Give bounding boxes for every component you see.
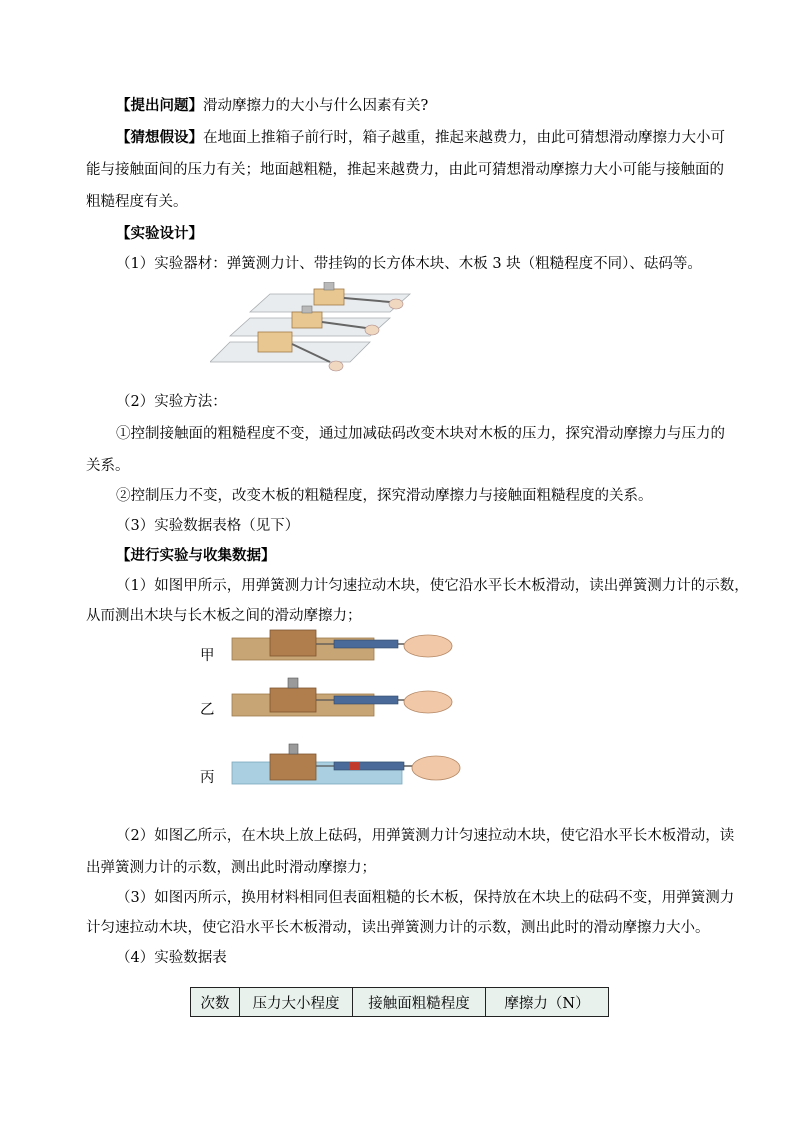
weight — [288, 678, 298, 688]
header-cell-roughness: 接触面粗糙程度 — [353, 988, 486, 1017]
figure-label-jia: 甲 — [200, 648, 215, 664]
hypothesis-line-1 — [116, 128, 725, 148]
hand — [404, 691, 452, 713]
experiment-step-3-line-2: 计匀速拉动木块，使它沿水平长木板滑动，读出弹簧测力计的示数，测出此时的滑动摩擦力大小。 — [86, 920, 710, 936]
experiment-step-2-line-1: （2）如图乙所示，在木块上放上砝码，用弹簧测力计匀速拉动木块，使它沿水平长木板滑动，读 — [116, 828, 735, 844]
experiment-step-4: （4）实验数据表 — [116, 950, 227, 966]
apparatus-illustration — [210, 282, 420, 382]
hypothesis-label: 【猜想假设】 — [116, 129, 203, 146]
wooden-block — [270, 754, 316, 780]
experiment-step-3-line-1: （3）如图丙所示，换用材料相同但表面粗糙的长木板，保持放在木块上的砝码不变，用弹簧测力 — [116, 890, 735, 906]
question-text: 滑动摩擦力的大小与什么因素有关? — [203, 98, 429, 114]
figure-label-bing: 丙 — [200, 770, 215, 786]
experiment-heading: 【进行实验与收集数据】 — [116, 547, 276, 564]
question-label: 【提出问题】 — [116, 97, 203, 114]
method-2: ②控制压力不变，改变木板的粗糙程度，探究滑动摩擦力与接触面粗糙程度的关系。 — [116, 488, 653, 504]
hypothesis-line-2: 能与接触面间的压力有关；地面越粗糙，推起来越费力，由此可猜想滑动摩擦力大小可能与接触面的 — [86, 162, 724, 178]
method-1-line-1: ①控制接触面的粗糙程度不变，通过加减砝码改变木块对木板的压力，探究滑动摩擦力与压力的 — [116, 426, 725, 442]
spring-scale — [334, 762, 404, 770]
hypothesis-text-1: 在地面上推箱子前行时，箱子越重，推起来越费力，由此可猜想滑动摩擦力大小可 — [203, 130, 725, 146]
experiment-step-1-line-2: 从而测出木块与长木板之间的滑动摩擦力； — [86, 608, 362, 624]
design-item-2: （2）实验方法： — [116, 394, 227, 410]
figure-label-yi: 乙 — [200, 702, 215, 718]
spring-scale — [334, 696, 398, 704]
header-cell-pressure: 压力大小程度 — [240, 988, 353, 1017]
spring-scale — [334, 640, 398, 648]
figure-yi — [230, 676, 470, 720]
experiment-step-2-line-2: 出弹簧测力计的示数，测出此时滑动摩擦力； — [86, 860, 376, 876]
design-item-1: （1）实验器材：弹簧测力计、带挂钩的长方体木块、木板 3 块（粗糙程度不同）、砝码等。 — [116, 256, 702, 272]
hand — [412, 756, 460, 780]
data-table — [190, 987, 609, 1017]
table-header-row — [191, 988, 609, 1017]
design-heading: 【实验设计】 — [116, 225, 203, 242]
header-cell-friction: 摩擦力（N） — [486, 988, 609, 1017]
experiment-step-1-line-1: （1）如图甲所示，用弹簧测力计匀速拉动木块，使它沿水平长木板滑动，读出弹簧测力计的示数， — [116, 578, 749, 594]
figure-jia — [230, 628, 470, 664]
hand — [404, 635, 452, 657]
header-cell-count: 次数 — [191, 988, 240, 1017]
board-3 — [210, 332, 370, 371]
wooden-block — [270, 630, 316, 656]
wooden-block — [270, 688, 316, 712]
method-1-line-2: 关系。 — [86, 458, 130, 474]
figure-bing — [230, 740, 470, 792]
scale-marker — [350, 762, 360, 770]
design-item-3: （3）实验数据表格（见下） — [116, 518, 300, 534]
weight — [289, 744, 298, 754]
question-paragraph — [116, 96, 428, 116]
hypothesis-line-3: 粗糙程度有关。 — [86, 194, 188, 210]
board-1 — [250, 282, 410, 312]
